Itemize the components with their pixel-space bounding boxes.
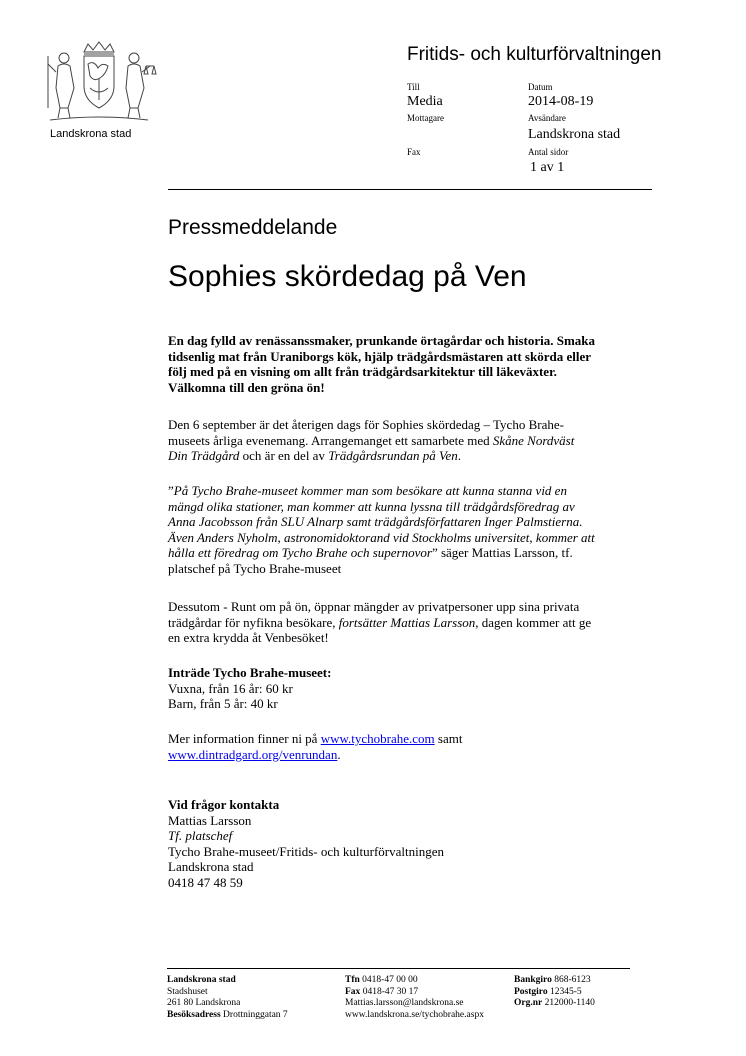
- fax-label: Fax: [407, 147, 421, 157]
- quote-paragraph: [168, 483, 648, 576]
- intro-line: [168, 448, 648, 464]
- coat-of-arms-logo: [38, 38, 160, 140]
- intro-text: .: [457, 448, 461, 463]
- quote-line: [168, 545, 648, 561]
- footer-phone-label: Tfn: [345, 975, 360, 985]
- contact-name: Mattias Larsson: [168, 812, 252, 828]
- header-divider: [168, 189, 652, 190]
- contact-section: [168, 797, 648, 890]
- contact-phone: 0418 47 48 59: [168, 874, 243, 890]
- gardens-text: trädgårdar för nyfikna besökare,: [168, 614, 339, 630]
- intro-text: och är en del av: [239, 448, 329, 463]
- footer-orgnr-value: 212000-1140: [542, 998, 595, 1008]
- admission-section: [168, 665, 648, 712]
- footer-fax-label: Fax: [345, 986, 361, 997]
- partner-name: Skåne Nordväst: [492, 432, 575, 448]
- footer-fax-value: 0418-47 30 17: [360, 986, 419, 997]
- footer-address: [167, 975, 288, 1021]
- gardens-text: , dagen kommer att ge: [475, 614, 592, 630]
- footer-bankgiro: [514, 975, 595, 987]
- lead-line: följ med på en visning om allt från trädgårdsarkitektur till läkeväxter.: [168, 364, 557, 379]
- footer-banking: [514, 975, 595, 1010]
- quote-attribution: ” säger Mattias Larsson, tf.: [431, 545, 573, 560]
- gardens-attribution: fortsätter Mattias Larsson: [338, 614, 476, 630]
- footer-email: Mattias.larsson@landskrona.se: [345, 998, 464, 1008]
- intro-line: [168, 433, 648, 449]
- pages-label: Antal sidor: [528, 147, 569, 157]
- footer-postgiro: [514, 987, 595, 999]
- quote-text: På Tycho Brahe-museet kommer man som besökare att kunna stanna vid en: [173, 483, 567, 498]
- pages-value: 1 av 1: [530, 160, 565, 175]
- footer-postgiro-value: 12345-5: [547, 986, 582, 997]
- quote-line: [168, 483, 648, 499]
- sender-value: Landskrona stad: [528, 127, 621, 142]
- org-name-logo-text: Landskrona stad: [50, 128, 132, 140]
- to-label: Till: [407, 82, 420, 92]
- gardens-line: en extra krydda åt Venbesöket!: [168, 630, 329, 645]
- document-type-heading: Pressmeddelande: [168, 216, 338, 239]
- lead-paragraph: [168, 333, 648, 395]
- admission-heading: Inträde Tycho Brahe-museet:: [168, 665, 332, 680]
- footer-contact: [345, 975, 484, 1021]
- contact-role: Tf. platschef: [168, 828, 233, 843]
- footer-bankgiro-label: Bankgiro: [514, 975, 552, 985]
- to-value: Media: [407, 94, 443, 109]
- more-info-line: [168, 731, 648, 747]
- venrundan-link[interactable]: www.dintradgard.org/venrundan: [168, 746, 338, 762]
- more-info-text: samt: [434, 731, 463, 746]
- gardens-line: Dessutom - Runt om på ön, öppnar mängder av privatpersoner upp sina privata: [168, 599, 580, 614]
- footer-visit-address: [167, 1010, 288, 1022]
- event-name: Trädgårdsrundan på Ven: [328, 448, 458, 463]
- lead-line: En dag fylld av renässanssmaker, prunkande örtagårdar och historia. Smaka: [168, 333, 596, 348]
- more-info-text: Mer information finner ni på: [168, 731, 321, 746]
- footer-address-line: 261 80 Landskrona: [167, 998, 241, 1008]
- intro-paragraph: [168, 417, 648, 464]
- date-value: 2014-08-19: [528, 94, 594, 109]
- footer-fax: [345, 987, 484, 999]
- footer-phone: [345, 975, 484, 987]
- contact-heading: Vid frågor kontakta: [168, 797, 280, 812]
- contact-org: Tycho Brahe-museet/Fritids- och kulturförvaltningen: [168, 843, 444, 859]
- admission-child: Barn, från 5 år: 40 kr: [168, 696, 278, 711]
- footer-phone-value: 0418-47 00 00: [359, 975, 418, 985]
- footer-bankgiro-value: 868-6123: [551, 975, 591, 985]
- footer-visit-value: Drottninggatan 7: [220, 1009, 288, 1020]
- quote-line: Anna Jacobsson från SLU Alnarp samt trädgårdsförfattaren Inger Palmstierna.: [168, 514, 583, 529]
- footer-orgnr: [514, 998, 595, 1010]
- footer-website: www.landskrona.se/tychobrahe.aspx: [345, 1009, 484, 1020]
- intro-text: museets årliga evenemang. Arrangemanget ett samarbete med: [168, 432, 493, 448]
- quote-text: hålla ett föredrag om Tycho Brahe och supernovor: [168, 545, 432, 560]
- admission-adult: Vuxna, från 16 år: 60 kr: [168, 680, 293, 696]
- tychobrahe-link[interactable]: www.tychobrahe.com: [320, 731, 435, 746]
- quote-mark: ”: [168, 483, 174, 498]
- department-name: Fritids- och kulturförvaltningen: [407, 44, 662, 65]
- intro-line: Den 6 september är det återigen dags för Sophies skördedag – Tycho Brahe-: [168, 417, 564, 432]
- gardens-paragraph: [168, 599, 648, 646]
- partner-name-cont: Din Trädgård: [168, 448, 240, 463]
- date-label: Datum: [528, 82, 553, 92]
- sender-label: Avsändare: [528, 113, 566, 123]
- footer-org-name: Landskrona stad: [167, 975, 236, 985]
- quote-line: platschef på Tycho Brahe-museet: [168, 560, 342, 576]
- more-info-paragraph: [168, 731, 648, 762]
- quote-line: mängd olika stationer, man kommer att kunna lyssna till trädgårdsföredrag av: [168, 498, 575, 514]
- coat-of-arms-icon: [40, 38, 158, 126]
- page-title: Sophies skördedag på Ven: [168, 260, 527, 293]
- footer-divider: [167, 968, 630, 969]
- quote-line: Även Anders Nyholm, astronomidoktorand vid Stockholms universitet, kommer att: [168, 529, 595, 545]
- more-info-text: .: [337, 746, 341, 762]
- lead-line: Välkomna till den gröna ön!: [168, 379, 325, 395]
- gardens-line: [168, 615, 648, 631]
- recipient-label: Mottagare: [407, 113, 444, 123]
- footer-postgiro-label: Postgiro: [514, 986, 548, 997]
- footer-orgnr-label: Org.nr: [514, 998, 543, 1008]
- footer-address-line: Stadshuset: [167, 986, 208, 997]
- contact-city: Landskrona stad: [168, 859, 254, 874]
- more-info-line: [168, 747, 648, 763]
- lead-line: tidsenlig mat från Uraniborgs kök, hjälp trädgårdsmästaren att skörda eller: [168, 348, 591, 364]
- footer-visit-label: Besöksadress: [167, 1009, 221, 1020]
